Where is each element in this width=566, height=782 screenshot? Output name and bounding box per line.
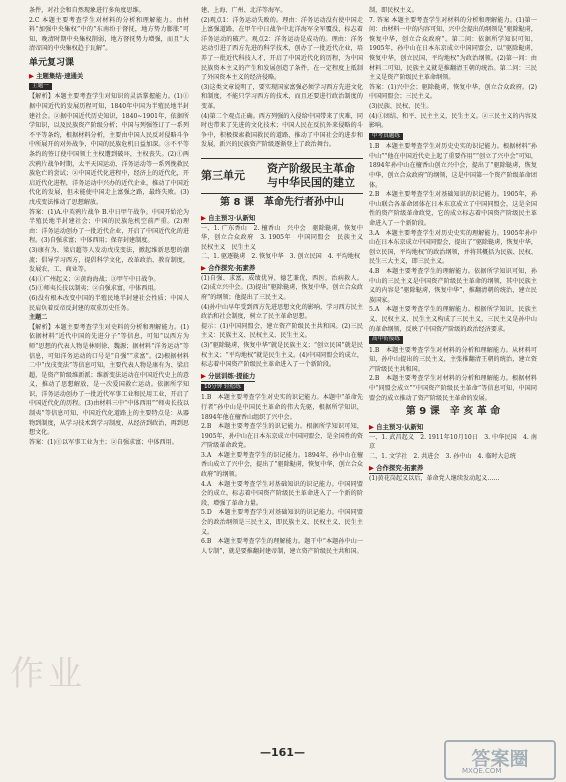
unit-review-heading: 单元复习课 xyxy=(29,57,75,68)
answer-item: 2.B 本题主要考查学生对基础知识的识记能力。1905年，孙中山联合各革命团体在日本东京成立了中国同盟会，这是全国性的资产阶级革命政党，它的成立标志着中国资产阶级民主革命进入了一个新阶段。 xyxy=(369,191,537,227)
analysis-text: 【解析】本题主要考查学生对史料的分析和理解能力。(1)依据材料“近代中国的先进分子”等信息，可知“以西方为师”思想的代表人物是林则徐、魏源；据材料“洋务运动”等信息，可知洋务运动的口号是“自强”“求富”。(2)根据材料二中“戊戌变法”等信息可知，主要代表人物是康有为、梁启超，是资产阶级维新派；维新变法运动在中国近代史上的意义，推动了思想解放，是一次爱国救亡运动。依据所学知识，洋务运动创办了一批近代军事工业和民用工业，开启了中国近代化的历程。(3)由材料三中“中体西用”“师夷长技以制夷”等信息可知，中国近代化道路上的主要特点是：从器物到制度，从学习技术到学习制度，从经济到政治，再到思想文化。 xyxy=(29,323,189,437)
topic-label: 主题二 xyxy=(29,314,48,322)
answer-item: 2.B 本题主要考查学生对材料的分析和理解能力。根据材料中“同盟会成立”“中国资产阶级民主革命”等信息可知，中国同盟会的成立推动了资产阶级民主革命的发展。 xyxy=(369,375,537,402)
answer-text: 答案：(1)兴中会；驱除鞑虏，恢复中华，创立合众政府。(2)中国同盟会；三民主义。 xyxy=(369,83,537,101)
arrow-icon: ▶ xyxy=(369,463,374,472)
answer-text: 答案：(1)A.中英鸦片战争 B.中日甲午战争。中国开始沦为半殖民地半封建社会；中国的民族危机空前严重。(2)理由：洋务运动创办了一批近代企业，开启了中国近代化的进程。(3)自强求富；中体西用；保存封建制度。 xyxy=(29,208,189,245)
middle-column xyxy=(201,6,370,556)
answer-item: 1.B 本题主要考查学生对历史史实的识记能力。根据材料“孙中山”“他在中国近代史上起了重要作用”“创立了兴中会”可知，1894年孙中山在檀香山创立兴中会，提出了“驱除鞑虏，恢复中华，创立合众政府”的纲领，这是中国第一个资产阶级革命团体。 xyxy=(369,143,537,189)
text-block: 建、上海、广州、北洋等海军。 xyxy=(201,7,287,14)
answer-item: 3.A 本题主要考查学生对历史史实的理解能力。1905年孙中山在日本东京成立中国同盟会，提出了“驱除鞑虏，恢复中华，创立民国，平均地权”的政治纲领，并将其概括为民族、民权、民生三大主义，即三民主义。 xyxy=(369,229,537,266)
left-column xyxy=(29,6,189,447)
answer-text: (1)黄花岗起义以后，革命党人继续发动起义…… xyxy=(369,474,500,482)
answer-text: 一、1. 武昌起义 2. 1911年10月10日 3. 中华民国 4. 南京 xyxy=(369,433,537,451)
section-heading: ▶ 自主预习·认新知 xyxy=(369,422,424,431)
answer-text: (4)①广州起义；②黄海海战；③甲午中日战争。 xyxy=(29,275,160,283)
unit-title: 资产阶级民主革命 与中华民国的建立 xyxy=(267,161,355,189)
faint-watermark: 作业 xyxy=(10,654,86,694)
answer-text: (4)①团结、和平、民主主义，民生主义。②三民主义的内容及影响。 xyxy=(369,112,537,130)
answer-item: 7. 答案 本题主要考查学生对材料的分析和理解能力。(1)第一问：由材料一中的内容可知，兴中会提出的纲领是“驱除鞑虏，恢复中华，创立合众政府”。第二问：依据所学知识可知，1905年，孙中山在日本东京成立中国同盟会，以“驱除鞑虏，恢复中华，创立民国，平均地权”为政治纲领。(2)第一问：由材料二可知，民族主义就是推翻清王朝的统治。第二问：三民主义是资产阶级民主革命纲领。 xyxy=(369,16,537,82)
answer-text: (1)自强、求富。成绩优异，德艺兼优，西医，治病救人。(2)成立兴中会。(3)提出“驱除鞑虏，恢复中华，创立合众政府”的纲领；他提出了三民主义。 xyxy=(201,274,363,302)
answer-item: 4.A 本题主要考查学生对基础知识的识记能力。中国同盟会的成立，标志着中国资产阶级民主革命进入了一个新的阶段，增强了革命力量。 xyxy=(201,480,363,507)
answer-item: 6.B 本题主要考查学生的理解能力。题干中“本题孙中山一人专制”，就是要推翻封建帝制，建立资产阶级民主共和国。 xyxy=(201,538,363,555)
arrow-icon: ▶ xyxy=(201,371,206,380)
section-heading: ▶ 分层训练·提能力 xyxy=(201,371,256,380)
answer-text: (6)没有根本改变中国的半殖民地半封建社会性质；中国人民肩负着反帝反封建的双重历史任务。 xyxy=(29,294,189,312)
answer-item: 3.A 本题主要考查学生的识记能力。1894年，孙中山在檀香山成立了兴中会，提出了“驱除鞑虏，恢复中华，创立合众政府”的纲领。 xyxy=(201,451,363,479)
arrow-icon: ▶ xyxy=(201,213,206,222)
section-heading: ▶ 主题集结·速通关 xyxy=(29,71,84,80)
section-tag: 中考真题练 xyxy=(369,133,403,141)
section-heading: ▶ 自主预习·认新知 xyxy=(201,213,256,222)
answer-text: (5)①师夷长技以制夷；②自强求富，中体西用。 xyxy=(29,285,160,293)
answer-item: 2.B 本题主要考查学生的识记能力。根据所学知识可知，1905年，孙中山在日本东京成立中国同盟会，是全国性的资产阶级革命政党。 xyxy=(201,423,363,450)
answer-text: 答案：(1)①以军事工业为主；②自强求富；中体西用。 xyxy=(29,438,178,446)
text-block: 条件，对社会和自然现象进行多角度思维。 xyxy=(29,7,145,14)
arrow-icon: ▶ xyxy=(29,71,34,80)
right-column xyxy=(369,6,537,483)
unit-number: 第三单元 xyxy=(201,169,245,183)
answer-item: 5.A 本题主要考查学生的理解能力。根据所学知识，民族主义、民权主义、民生主义构成了三民主义，三民主义是孙中山的革命纲领，反映了中国资产阶级的政治经济要求。 xyxy=(369,306,537,333)
watermark-logo: 答案圈 xyxy=(444,740,556,780)
text-block: 制，即民权主义。 xyxy=(369,7,418,14)
text-block: (3)这类文章说明了，要实现国家富强必须学习西方先进文化和制度，不能只学习西方的技术，而且还要进行政治制度的变革。 xyxy=(201,83,363,110)
lesson-title: 第 8 课 革命先行者孙中山 xyxy=(220,196,344,208)
page-number: —161— xyxy=(260,746,305,759)
answer-text: 二、1. 驱逐鞑虏 2. 恢复中华 3. 创立民国 4. 平均地权 xyxy=(201,253,360,261)
unit-header xyxy=(201,158,363,194)
section-heading: ▶ 合作探究·拓素养 xyxy=(369,463,424,472)
answer-text: (3)“驱除鞑虏，恢复中华”就是民族主义；“创立民国”就是民权主义；“平均地权”就是民生主义。(4)中国同盟会的成立，标志着中国资产阶级民主革命进入了一个新阶段。 xyxy=(201,342,363,369)
answer-text: (3)民族、民权、民生。 xyxy=(369,102,433,110)
answer-text: 一、1. 广东香山 2. 檀香山 兴中会 驱除鞑虏，恢复中华，创立合众政府 3. 1905年 中国同盟会 民族主义 民权主义 民生主义 xyxy=(201,224,370,251)
answer-item: 1.B 本题主要考查学生对史实的识记能力。本题中“革命先行者”孙中山是中国民主革命的伟大先驱，根据所学知识，1894年他在檀香山组织了兴中会。 xyxy=(201,394,363,421)
answer-item: 4.B 本题主要考查学生的理解能力。依据所学知识可知，孙中山的三民主义是中国资产阶级民主革命的纲领，其中民族主义的内容是“驱除鞑虏，恢复中华”，推翻清朝的统治，建立民族国家。 xyxy=(369,267,537,304)
analysis-text: 【解析】本题主要考查学生对知识的灵活掌握能力。(1)①据中国近代的发展历程可知，1840年中国为半殖民地半封建社会。②据中国近代历史知识，1840~1901年，依据所学知识，以及民族资产阶级分析；中国与列强签订了一系列不平等条约，根据材料分析，主要由中国人民反对侵略斗争中所展开的对外战争，中国的民族危机日益加深。③不平等条约的签订使中国领土主权遭到破坏，主权丧失。(2)①两次鸦片战争时期，太平天国运动、洋务运动等一系列挽救民族危亡的尝试；②中国近代化进程中，经济上的近代化，开启近代化进程，洋务运动中兴办的近代企业，推动了中国近代化的发展，但未能使中国走上富强之路，最终失败。(3)戊戌变法推动了思想解放。 xyxy=(29,93,189,206)
answer-text: 提示：(1)中国同盟会，建立资产阶级民主共和国。(2)三民主义：民族主义、民权主义、民生主义。 xyxy=(201,322,363,340)
answer-text: (4)孙中山早年受到西方先进思想文化的影响，学习西方民主政治和社会制度，树立了民主革命思想。 xyxy=(201,303,363,321)
section-heading: ▶ 合作探究·拓素养 xyxy=(201,263,256,272)
topic-tag: 主题一 xyxy=(29,83,52,91)
arrow-icon: ▶ xyxy=(201,263,206,272)
answer-item: 5.D 本题主要考查学生对基础知识的识记能力。中国同盟会的政治纲领是三民主义，即民族主义、民权主义、民生主义。 xyxy=(201,509,363,536)
arrow-icon: ▶ xyxy=(369,422,374,431)
answer-text: (3)康有为、梁启超等人发动戊戌变法，掀起维新思想的潮流；倡导学习西方，提倡科学文化，改革政治、教育制度，发展农、工、商业等。 xyxy=(29,246,189,274)
text-block: (4)第二个观点正确。西方列强的入侵给中国带来了灾难，同时也带来了先进的文化技术；中国人民在反抗外来侵略的斗争中，积极探索救国救民的道路，推动了中国社会的进步和发展，新兴的民族资产阶级逐渐登上了政治舞台。 xyxy=(201,112,363,149)
lesson-title: 第 9 课 辛 亥 革 命 xyxy=(405,406,501,418)
answer-item: 2.C 本题主要考查学生对材料的分析和理解能力。由材料“加强中央集权”中的“东南纷于督抚，地方势力膨胀”可知，晚清时期中央集权削弱，地方督抚势力增强，而且“大清帝国的中央集权趋于瓦解”。 xyxy=(29,16,189,53)
practice-tag: 10分钟 轻松练 xyxy=(201,384,244,392)
section-tag: 高中衔接练 xyxy=(369,336,403,344)
answer-text: 二、1. 文学社 2. 共进会 3. 孙中山 4. 临时大总统 xyxy=(369,452,516,460)
watermark-url: MXQE.COM xyxy=(462,767,502,775)
answer-item: 1.B 本题主要考查学生对材料的分析和理解能力。从材料可知，孙中山提出的三民主义，主张推翻清王朝的统治，建立资产阶级民主共和国。 xyxy=(369,346,537,373)
text-block: (2)观点1：洋务运动失败的。理由：洋务运动没有使中国走上富强道路，在甲午中日战争中北洋海军全军覆没，标志着洋务运动的破产。观点2：洋务运动是成功的。理由：洋务运动引进了西方先进的科学技术，创办了一批近代企业，培养了一批近代科技人才，开启了中国近代化的历程，为中国民族资本主义的产生和发展创造了条件，在一定程度上抵制了外国资本主义的经济侵略。 xyxy=(201,16,363,82)
